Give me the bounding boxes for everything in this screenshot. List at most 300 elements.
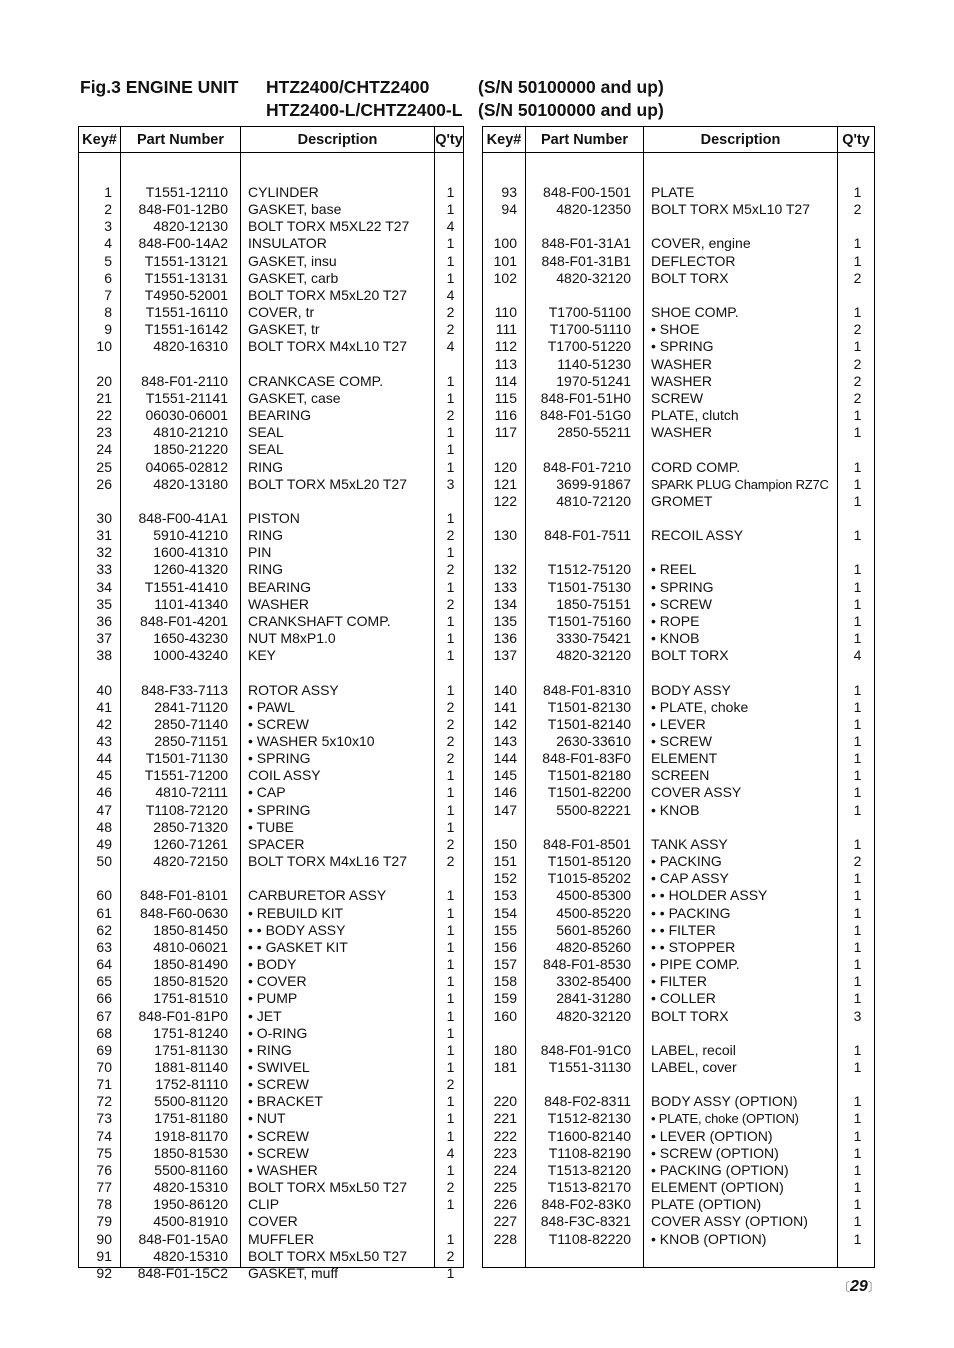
part-number-cell: T1551-13131 [144,269,228,286]
qty-cell: 1 [446,509,455,526]
description-cell: • NUT [248,1110,286,1127]
key-cell: 120 [493,458,517,475]
figure-label: Fig.3 ENGINE UNIT [80,77,239,97]
header-key: Key# [79,127,121,152]
key-cell: 33 [96,561,112,578]
part-number-cell: T4950-52001 [144,286,228,303]
parts-table-left [78,126,464,1281]
part-number-cell: T1501-82200 [547,784,631,801]
key-cell: 37 [96,630,112,647]
description-cell: CRANKCASE COMP. [248,372,384,389]
part-number-cell [121,493,240,510]
description-cell: • ROPE [651,612,700,629]
description-cell: RING [248,458,283,475]
key-cell: 30 [96,509,112,526]
key-cell: 221 [493,1110,517,1127]
part-number-cell [526,544,643,561]
key-cell: 140 [493,681,517,698]
key-cell: 69 [96,1041,112,1058]
part-number-cell: T1501-75160 [547,612,631,629]
part-number-cell: 1918-81170 [154,1127,228,1144]
part-number-cell: 848-F02-83K0 [541,1196,631,1213]
description-cell: • SCREW [248,1127,309,1144]
part-number-cell: 5500-81120 [154,1093,228,1110]
part-number-cell: 3699-91867 [556,475,631,492]
part-number-cell: 4810-72111 [155,784,228,801]
key-cell: 111 [495,321,517,338]
header-qty: Q'ty [842,131,870,148]
part-number-cell: T1551-71200 [144,767,228,784]
key-cell: 101 [493,252,517,269]
part-number-cell: 4820-13180 [153,475,228,492]
header-part-number: Part Number [526,127,644,152]
header-description: Description [644,127,838,152]
page-bracket-left: 〔 [838,1280,851,1294]
key-cell: 113 [494,355,517,372]
qty-cell: 1 [853,304,862,321]
part-number-cell: 848-F01-7210 [543,458,631,475]
part-number-cell: 848-F01-12B0 [138,201,228,218]
part-number-cell: 848-F01-2110 [141,372,228,389]
part-number-cell: T1700-51220 [547,338,631,355]
part-number-cell: 848-F01-8101 [140,887,228,904]
qty-cell [838,819,874,836]
key-cell: 115 [494,389,517,406]
description-cell: LABEL, cover [651,1058,737,1075]
key-cell: 137 [493,647,517,664]
description-cell: CYLINDER [248,184,319,200]
part-number-cell: T1501-82140 [547,715,631,732]
key-cell: 66 [96,990,112,1007]
qty-cell [435,356,463,373]
description-cell: SPACER [248,835,305,852]
description-cell: DEFLECTOR [651,252,736,269]
part-number-cell: 1751-81510 [153,990,228,1007]
qty-cell: 1 [853,184,862,200]
description-cell: LABEL, recoil [651,1041,736,1058]
page-number-value: 29 [850,1278,868,1295]
part-number-cell: 1850-81530 [153,1144,228,1161]
part-number-column [121,153,241,1281]
description-cell: • SCREW (OPTION) [651,1144,779,1161]
qty-cell: 1 [853,921,862,938]
key-cell: 63 [96,938,112,955]
key-cell [483,819,525,836]
description-cell: ELEMENT [651,750,718,767]
part-number-cell: 4500-81910 [153,1213,228,1230]
qty-cell [838,1076,874,1093]
qty-cell: 2 [446,561,455,578]
part-number-cell: T1551-21141 [145,389,228,406]
key-cell: 46 [96,784,112,801]
part-number-cell: T1108-82220 [548,1230,631,1247]
qty-cell: 1 [853,733,862,749]
part-number-cell: 1600-41310 [153,544,228,561]
key-cell: 43 [96,733,112,749]
model-name: HTZ2400-L/CHTZ2400-L [266,100,463,120]
key-cell: 47 [96,801,112,818]
description-cell: COVER ASSY [651,784,742,801]
part-number-cell: 848-F33-7113 [141,681,228,698]
description-cell: • TUBE [248,818,294,835]
key-cell: 157 [493,956,517,973]
qty-cell: 1 [853,698,862,715]
part-number-cell: T1551-12110 [145,184,228,200]
description-cell: • CAP ASSY [651,870,729,887]
description-cell: • REBUILD KIT [248,904,344,921]
part-number-cell: 848-F01-4201 [140,612,228,629]
part-number-cell [526,287,643,304]
qty-cell [435,870,463,887]
key-cell: 6 [104,269,112,286]
key-cell: 223 [493,1144,517,1161]
description-cell: GASKET, carb [248,269,339,286]
part-number-cell: 1140-51230 [557,355,631,372]
key-cell: 92 [96,1264,112,1281]
description-cell: CLIP [248,1196,280,1213]
qty-cell: 3 [853,1007,862,1024]
part-number-cell [526,510,643,527]
description-cell: • PIPE COMP. [651,956,740,973]
description-cell: BOLT TORX [651,1007,729,1024]
key-cell: 151 [493,853,517,870]
part-number-cell: 2841-71120 [154,698,228,715]
key-cell: 25 [96,458,112,475]
qty-cell: 1 [446,801,455,818]
description-cell: • • HOLDER ASSY [651,887,768,904]
key-cell: 147 [493,801,517,818]
key-cell: 141 [493,698,517,715]
key-cell [79,870,120,887]
key-cell: 31 [96,527,112,544]
key-cell: 143 [493,733,517,749]
header-key: Key# [483,127,526,152]
description-cell: • PUMP [248,990,298,1007]
qty-cell [838,664,874,681]
qty-cell [435,1213,463,1230]
description-cell: RING [248,561,283,578]
qty-cell: 1 [446,1024,455,1041]
description-cell: • JET [248,1007,282,1024]
part-number-cell: 5500-82221 [556,801,631,818]
key-cell: 26 [96,475,112,492]
qty-cell: 1 [853,595,862,612]
description-cell: • SHOE [651,321,700,338]
key-cell: 61 [96,904,112,921]
description-cell [644,510,837,527]
part-number-cell: T1700-51100 [548,304,631,321]
qty-cell [435,664,463,681]
part-number-cell [526,664,643,681]
table-header [79,127,463,153]
description-cell: • SCREW [248,715,309,732]
description-cell: SEAL [248,424,284,441]
key-cell [79,664,120,681]
description-cell: BOLT TORX M5xL10 T27 [651,201,811,218]
part-number-cell: 1260-41320 [153,561,228,578]
description-cell: SEAL [248,441,284,458]
key-cell: 159 [493,990,517,1007]
description-cell: GASKET, base [248,201,342,218]
qty-cell: 1 [853,938,862,955]
qty-cell: 2 [446,407,455,424]
qty-cell: 1 [446,1161,455,1178]
part-number-cell: T1501-82130 [547,698,631,715]
description-cell: CARBURETOR ASSY [248,887,387,904]
key-cell: 50 [96,853,112,870]
part-number-cell: 848-F01-8530 [543,956,631,973]
description-cell [644,664,837,681]
part-number-cell [526,1076,643,1093]
key-cell [483,510,525,527]
qty-cell: 2 [446,715,455,732]
qty-cell [838,287,874,304]
part-number-cell: 1970-51241 [556,372,631,389]
part-number-cell: 1751-81130 [154,1041,228,1058]
key-cell: 150 [493,835,517,852]
part-number-cell: 2841-31280 [556,990,631,1007]
qty-cell: 1 [853,681,862,698]
part-number-cell [526,218,643,235]
qty-cell: 1 [446,544,455,561]
key-cell: 224 [493,1161,517,1178]
qty-cell: 1 [853,715,862,732]
qty-cell: 1 [853,990,862,1007]
qty-cell: 1 [853,475,862,492]
description-cell: • LEVER (OPTION) [651,1127,773,1144]
qty-cell: 1 [446,441,455,458]
key-cell: 134 [493,595,517,612]
description-cell: SPARK PLUG Champion RZ7C [651,476,829,492]
part-number-cell: 848-F01-51H0 [540,389,631,406]
key-cell: 3 [104,218,112,235]
key-cell: 220 [493,1093,517,1110]
qty-cell: 1 [853,835,862,852]
qty-cell: 2 [446,595,455,612]
description-cell: BOLT TORX M5xL20 T27 [248,286,408,303]
key-cell [483,664,525,681]
description-cell: INSULATOR [248,235,327,252]
description-cell: • O-RING [248,1024,308,1041]
qty-cell: 1 [853,252,862,269]
part-number-cell: T1513-82120 [547,1161,631,1178]
title-line-1 [80,76,664,99]
qty-cell: 2 [853,355,862,372]
part-number-cell: 1850-21220 [153,441,228,458]
part-number-cell: 848-F01-7511 [544,527,631,544]
part-number-cell: 4810-06021 [153,938,228,955]
key-cell: 133 [493,578,517,595]
description-column [644,153,838,1267]
key-cell: 91 [96,1247,112,1264]
description-cell: MUFFLER [248,1230,315,1247]
part-number-cell: 2630-33610 [556,733,631,749]
qty-cell: 1 [446,1127,455,1144]
part-number-cell: 1000-43240 [153,647,228,664]
page-title [80,76,664,122]
part-number-cell: 4820-15310 [153,1247,228,1264]
key-cell: 75 [96,1144,112,1161]
description-cell: • SCREW [651,595,712,612]
qty-cell: 4 [446,286,455,303]
qty-cell: 2 [853,201,862,218]
description-cell: • SCREW [651,733,712,749]
description-cell: • BRACKET [248,1093,323,1110]
part-number-cell: T1700-51110 [549,321,631,338]
part-number-cell: 4820-32120 [556,1007,631,1024]
qty-cell: 1 [446,458,455,475]
description-cell: BOLT TORX M5xL50 T27 [248,1179,408,1196]
qty-cell: 1 [446,1230,455,1247]
part-number-cell: 1850-75151 [556,595,631,612]
qty-cell: 1 [446,681,455,698]
part-number-cell: 848-F01-83F0 [542,750,631,767]
qty-cell [838,218,874,235]
description-cell: • PLATE, choke [651,698,749,715]
description-cell: • LEVER [651,715,706,732]
qty-cell: 1 [853,750,862,767]
qty-cell: 2 [853,853,862,870]
key-cell: 48 [96,818,112,835]
key-cell: 110 [494,304,517,321]
part-number-cell: 2850-55211 [557,424,631,441]
description-cell: PLATE (OPTION) [651,1196,762,1213]
description-cell: • SPRING [651,578,714,595]
part-number-cell: 848-F01-8310 [543,681,631,698]
key-cell [483,218,525,235]
description-cell: • COVER [248,973,307,990]
description-cell: • • PACKING [651,904,731,921]
description-cell [644,441,837,458]
part-number-cell: 848-F01-81P0 [138,1007,228,1024]
key-cell: 132 [493,561,517,578]
qty-cell: 1 [853,956,862,973]
description-cell: • RING [248,1041,292,1058]
qty-cell: 2 [446,853,455,870]
qty-cell: 1 [446,269,455,286]
description-cell: COVER, tr [248,304,315,321]
key-cell: 90 [96,1230,112,1247]
page-bracket-right: 〕 [867,1280,880,1294]
description-cell: TANK ASSY [651,835,728,852]
key-cell: 78 [96,1196,112,1213]
part-number-cell: 5500-81160 [154,1161,228,1178]
part-number-column [526,153,644,1267]
part-number-cell: T1512-82130 [547,1110,631,1127]
key-cell: 228 [493,1230,517,1247]
key-cell: 60 [96,887,112,904]
description-cell: • SWIVEL [248,1058,310,1075]
qty-cell: 1 [446,990,455,1007]
part-number-cell: 1751-81240 [153,1024,228,1041]
description-cell: GASKET, insu [248,252,337,269]
part-number-cell: 06030-06001 [145,407,228,424]
serial-range: (S/N 50100000 and up) [478,77,664,97]
key-cell: 40 [96,681,112,698]
part-number-cell: T1015-85202 [547,870,631,887]
qty-column [435,153,463,1281]
description-cell: RING [248,527,283,544]
description-cell: SCREW [651,389,704,406]
key-cell [79,356,120,373]
part-number-cell: 4810-72120 [556,492,631,509]
serial-range: (S/N 50100000 and up) [478,100,664,120]
qty-cell: 1 [446,887,455,904]
description-cell: • KNOB [651,801,700,818]
description-cell: PIN [248,544,272,561]
qty-cell: 1 [446,235,455,252]
description-cell [241,356,434,373]
part-number-cell: 4810-21210 [153,424,228,441]
key-cell: 21 [96,389,112,406]
part-number-cell: 848-F00-14A2 [138,235,228,252]
description-cell: • PACKING [651,853,722,870]
part-number-cell: T1551-31130 [548,1058,631,1075]
part-number-cell: 2850-71140 [154,715,228,732]
key-cell: 4 [104,235,112,252]
description-cell: • WASHER 5x10x10 [248,733,375,749]
key-cell: 32 [96,544,112,561]
part-number-cell: 1850-81520 [153,973,228,990]
key-cell: 154 [493,904,517,921]
key-cell: 100 [493,235,517,252]
qty-cell: 1 [853,784,862,801]
qty-cell: 1 [446,956,455,973]
qty-cell: 1 [853,1196,862,1213]
qty-cell: 1 [853,1144,862,1161]
part-number-cell: 4820-32120 [556,269,631,286]
description-cell: • SCREW [248,1144,309,1161]
part-number-cell: 3302-85400 [556,973,631,990]
qty-cell: 1 [446,1110,455,1127]
part-number-cell: 2850-71320 [153,818,228,835]
description-cell: BOLT TORX [651,269,729,286]
part-number-cell: 1751-81180 [154,1110,228,1127]
part-number-cell: 848-F01-15C2 [137,1264,228,1281]
qty-cell: 2 [446,733,455,749]
header-part-number: Part Number [121,127,241,152]
part-number-cell: 1650-43230 [153,630,228,647]
key-cell: 7 [104,286,112,303]
part-number-cell: 4820-85260 [556,938,631,955]
part-number-cell: T1551-41410 [144,578,228,595]
qty-cell: 1 [853,1058,862,1075]
part-number-cell [526,441,643,458]
description-cell: • PAWL [248,698,295,715]
key-cell: 225 [493,1179,517,1196]
qty-cell [838,1025,874,1042]
key-cell: 77 [96,1179,112,1196]
qty-cell: 1 [853,870,862,887]
part-number-cell: 2850-71151 [154,733,228,749]
qty-cell: 1 [853,1213,862,1230]
key-cell: 49 [96,835,112,852]
key-cell: 71 [96,1076,112,1093]
qty-cell: 2 [853,269,862,286]
qty-cell: 1 [853,1041,862,1058]
description-cell: • SPRING [248,750,311,767]
part-number-cell: 4820-72150 [153,853,228,870]
description-cell: GASKET, case [248,389,341,406]
key-cell: 145 [493,767,517,784]
part-number-cell: 848-F01-15A0 [138,1230,228,1247]
part-number-cell: 04065-02812 [145,458,228,475]
description-cell: • SCREW [248,1076,309,1093]
key-cell: 65 [96,973,112,990]
qty-cell: 1 [446,818,455,835]
key-cell: 67 [96,1007,112,1024]
model-name: HTZ2400/CHTZ2400 [266,77,430,97]
